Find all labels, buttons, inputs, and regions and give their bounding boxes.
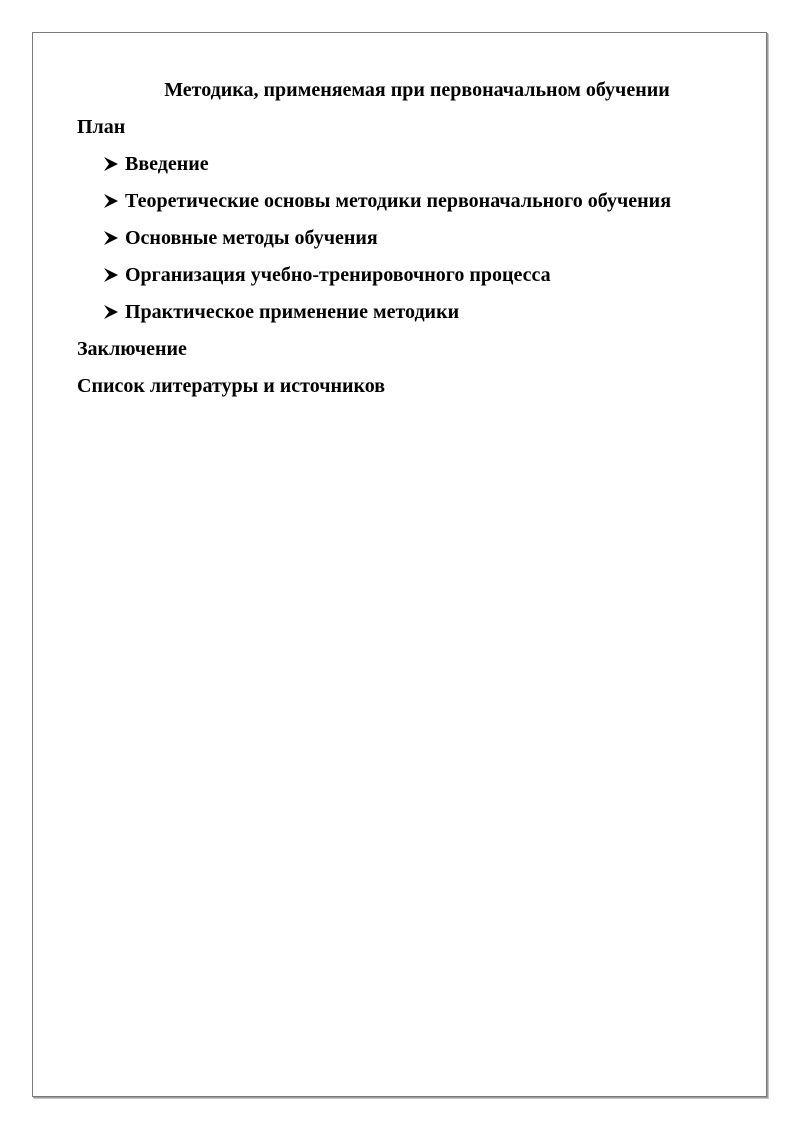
plan-item-label: Введение <box>125 153 209 175</box>
bibliography-heading: Список литературы и источников <box>77 375 386 397</box>
plan-item <box>77 186 737 223</box>
arrowhead-bullet-icon <box>103 260 125 290</box>
plan-item-label: Практическое применение методики <box>125 301 460 323</box>
arrowhead-bullet-icon <box>103 297 125 327</box>
plan-item <box>77 223 737 260</box>
document-content <box>77 75 737 408</box>
plan-item <box>77 297 737 334</box>
conclusion-heading: Заключение <box>77 338 187 360</box>
document-page <box>32 32 767 1097</box>
plan-heading: План <box>77 116 126 138</box>
document-title: Методика, применяемая при первоначальном обучении <box>164 79 670 101</box>
plan-item <box>77 149 737 186</box>
plan-item-label: Организация учебно-тренировочного процесса <box>125 264 551 286</box>
plan-item <box>77 260 737 297</box>
plan-item-label: Теоретические основы методики первоначального обучения <box>125 190 672 212</box>
arrowhead-bullet-icon <box>103 186 125 216</box>
arrowhead-bullet-icon <box>103 223 125 253</box>
plan-item-label: Основные методы обучения <box>125 227 378 249</box>
plan-list <box>77 149 737 334</box>
arrowhead-bullet-icon <box>103 149 125 179</box>
